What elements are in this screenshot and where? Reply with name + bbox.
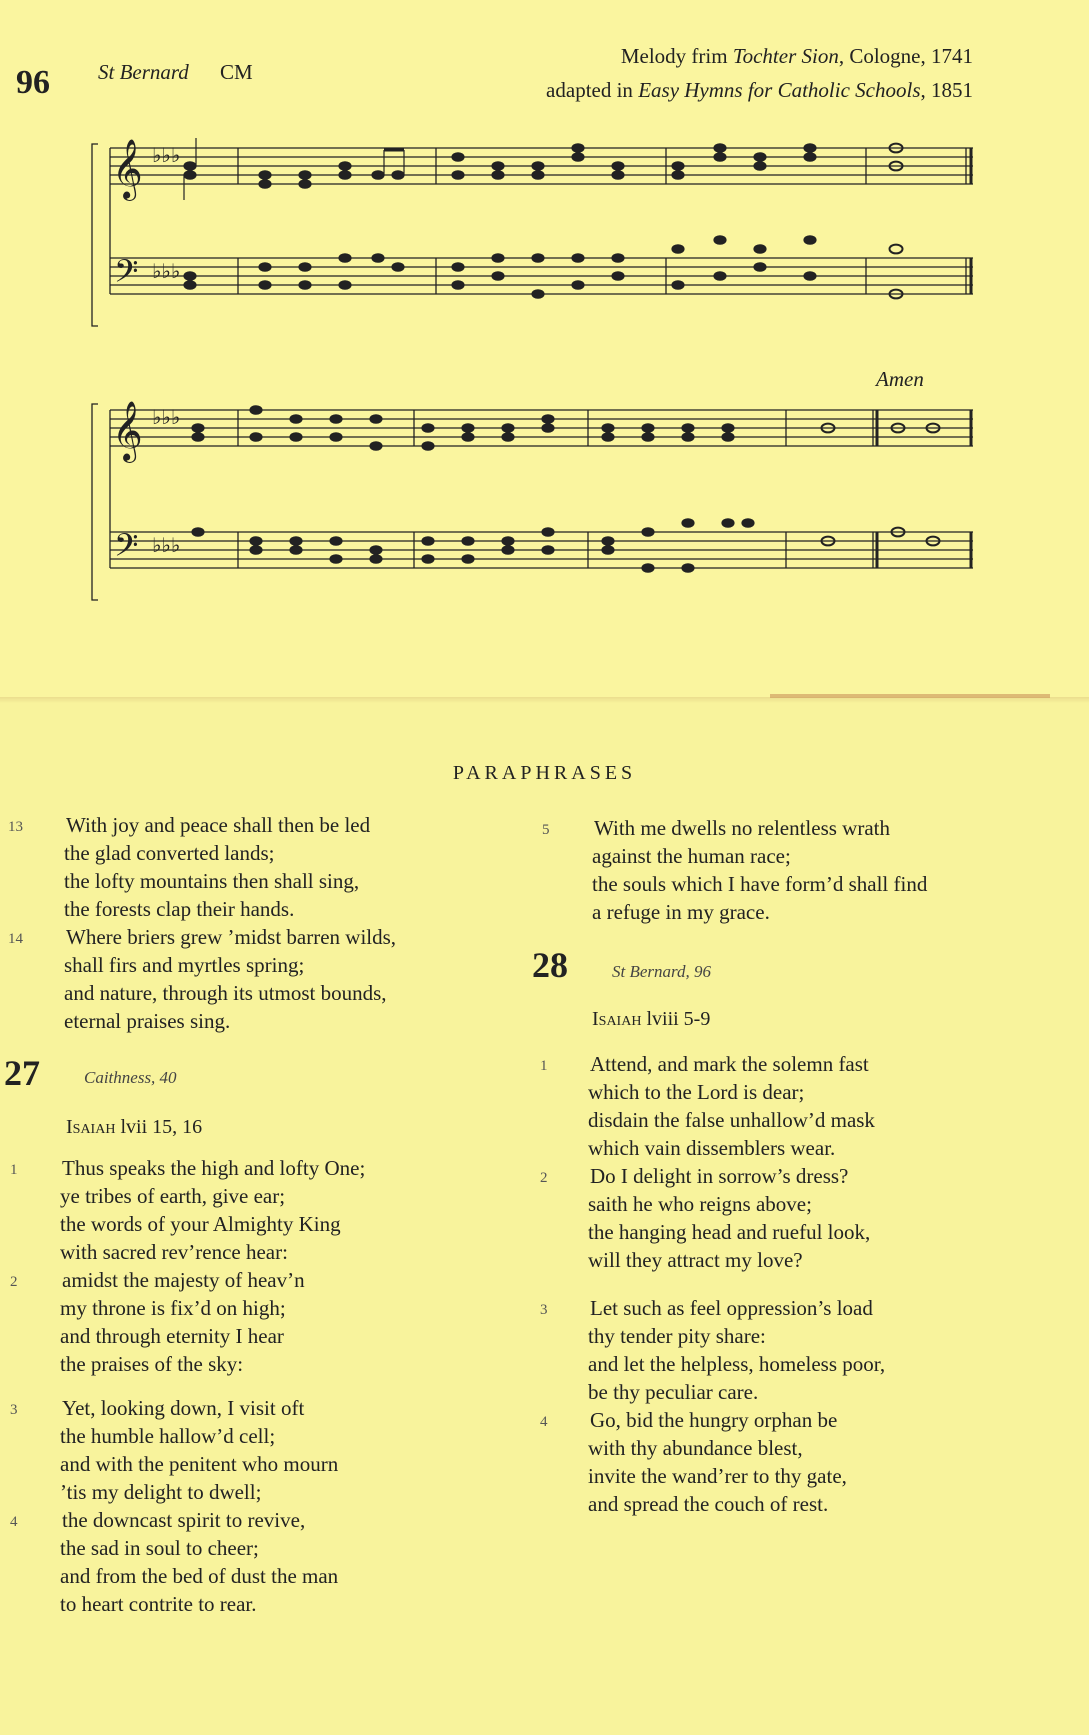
stanza-number: 3 (10, 1402, 18, 1418)
stanza-number: 1 (10, 1162, 18, 1178)
svg-text:♭♭♭: ♭♭♭ (152, 407, 181, 429)
verse-line: Go, bid the hungry orphan be (590, 1408, 838, 1432)
verse-line: and from the bed of dust the man (60, 1564, 339, 1588)
verse-line: the downcast spirit to revive, (62, 1508, 306, 1532)
verse-line: Let such as feel oppression’s load (590, 1296, 873, 1320)
verse-line: and nature, through its utmost bounds, (64, 981, 387, 1005)
paraphrase-number: 27 (4, 1053, 40, 1093)
scripture-book: Isaiah (66, 1116, 116, 1138)
verse-line: eternal praises sing. (64, 1009, 231, 1033)
verse-line: Yet, looking down, I visit oft (62, 1396, 305, 1420)
stanza-number: 2 (10, 1274, 18, 1290)
paraphrase-tune: St Bernard, 96 (612, 962, 712, 981)
verse-line: the lofty mountains then shall sing, (64, 869, 360, 893)
verse-line: the hanging head and rueful look, (588, 1220, 871, 1244)
verse-line: Do I delight in sorrow’s dress? (590, 1164, 849, 1188)
stanza-number: 1 (540, 1058, 548, 1074)
stanza-number: 4 (10, 1514, 18, 1530)
svg-text:♭♭♭: ♭♭♭ (152, 261, 181, 283)
verse-line: with thy abundance blest, (588, 1436, 803, 1460)
verse-line: ’tis my delight to dwell; (60, 1480, 262, 1504)
verse-line: With joy and peace shall then be led (66, 813, 371, 837)
verse-line: which to the Lord is dear; (588, 1080, 805, 1104)
verse-line: to heart contrite to rear. (60, 1592, 257, 1616)
adaptation-credit: adapted in Easy Hymns for Catholic Schools, 1851 (546, 78, 973, 102)
verse-line: amidst the majesty of heav’n (62, 1268, 305, 1292)
melody-credit: Melody frim Tochter Sion, Cologne, 1741 (620, 44, 973, 68)
verse-line: and spread the couch of rest. (588, 1492, 829, 1516)
svg-text:𝄢: 𝄢 (114, 527, 139, 571)
verse-line: With me dwells no relentless wrath (594, 816, 890, 840)
verse-line: Thus speaks the high and lofty One; (62, 1156, 366, 1180)
verse-line: and let the helpless, homeless poor, (588, 1352, 886, 1376)
stanza-number: 4 (540, 1414, 548, 1430)
scripture-book: Isaiah (592, 1008, 642, 1030)
section-title: PARAPHRASES (452, 762, 637, 784)
verse-line: a refuge in my grace. (592, 900, 770, 924)
verse-line: the sad in soul to cheer; (60, 1536, 259, 1560)
verse-line: the humble hallow’d cell; (60, 1424, 276, 1448)
paraphrase-number: 28 (532, 945, 568, 985)
svg-text:𝄢: 𝄢 (114, 253, 139, 297)
verse-line: the souls which I have form’d shall find (592, 872, 928, 896)
verse-line: saith he who reigns above; (588, 1192, 812, 1216)
verse-line: will they attract my love? (588, 1248, 803, 1272)
meter: CM (220, 60, 253, 84)
verse-line: the words of your Almighty King (60, 1212, 341, 1236)
verse-line: which vain dissemblers wear. (588, 1136, 836, 1160)
verse-line: Where briers grew ’midst barren wilds, (66, 925, 397, 949)
verse-line: and with the penitent who mourn (60, 1452, 339, 1476)
music-system-1 (88, 128, 978, 338)
bass-staff (110, 258, 973, 294)
verse-line: with sacred rev’rence hear: (60, 1240, 288, 1264)
verse-line: disdain the false unhallow’d mask (588, 1108, 875, 1132)
stanza-number: 5 (542, 822, 550, 838)
verse-line: my throne is fix’d on high; (60, 1296, 286, 1320)
paraphrase-tune: Caithness, 40 (84, 1068, 177, 1087)
stanza-number: 13 (8, 819, 23, 835)
verse-line: and through eternity I hear (60, 1324, 284, 1348)
verse-line: thy tender pity share: (588, 1324, 766, 1348)
scripture-verses: lvii 15, 16 (115, 1116, 203, 1138)
stanza-number: 2 (540, 1170, 548, 1186)
scripture-reference (592, 1008, 710, 1031)
page-fold-edge (770, 694, 1050, 698)
verse-line: ye tribes of earth, give ear; (60, 1184, 286, 1208)
verse-line: shall firs and myrtles spring; (64, 953, 305, 977)
stanza-number: 14 (8, 931, 23, 947)
hymn-number: 96 (16, 64, 50, 101)
verse-line: invite the wand’rer to thy gate, (588, 1464, 847, 1488)
svg-text:♭♭♭: ♭♭♭ (152, 145, 181, 167)
verse-line: the forests clap their hands. (64, 897, 295, 921)
scripture-verses: lviii 5-9 (641, 1008, 711, 1030)
svg-text:♭♭♭: ♭♭♭ (152, 535, 181, 557)
scripture-reference (66, 1116, 202, 1139)
music-system-2 (88, 392, 978, 612)
tune-name: St Bernard (98, 60, 189, 84)
stanza-number: 3 (540, 1302, 548, 1318)
verse-line: the praises of the sky: (60, 1352, 244, 1376)
svg-text:𝄞: 𝄞 (112, 401, 143, 461)
verse-line: be thy peculiar care. (588, 1380, 759, 1404)
verse-line: Attend, and mark the solemn fast (590, 1052, 869, 1076)
verse-line: against the human race; (592, 844, 791, 868)
verse-line: the glad converted lands; (64, 841, 275, 865)
svg-text:𝄞: 𝄞 (112, 139, 143, 199)
amen-label: Amen (876, 367, 924, 391)
